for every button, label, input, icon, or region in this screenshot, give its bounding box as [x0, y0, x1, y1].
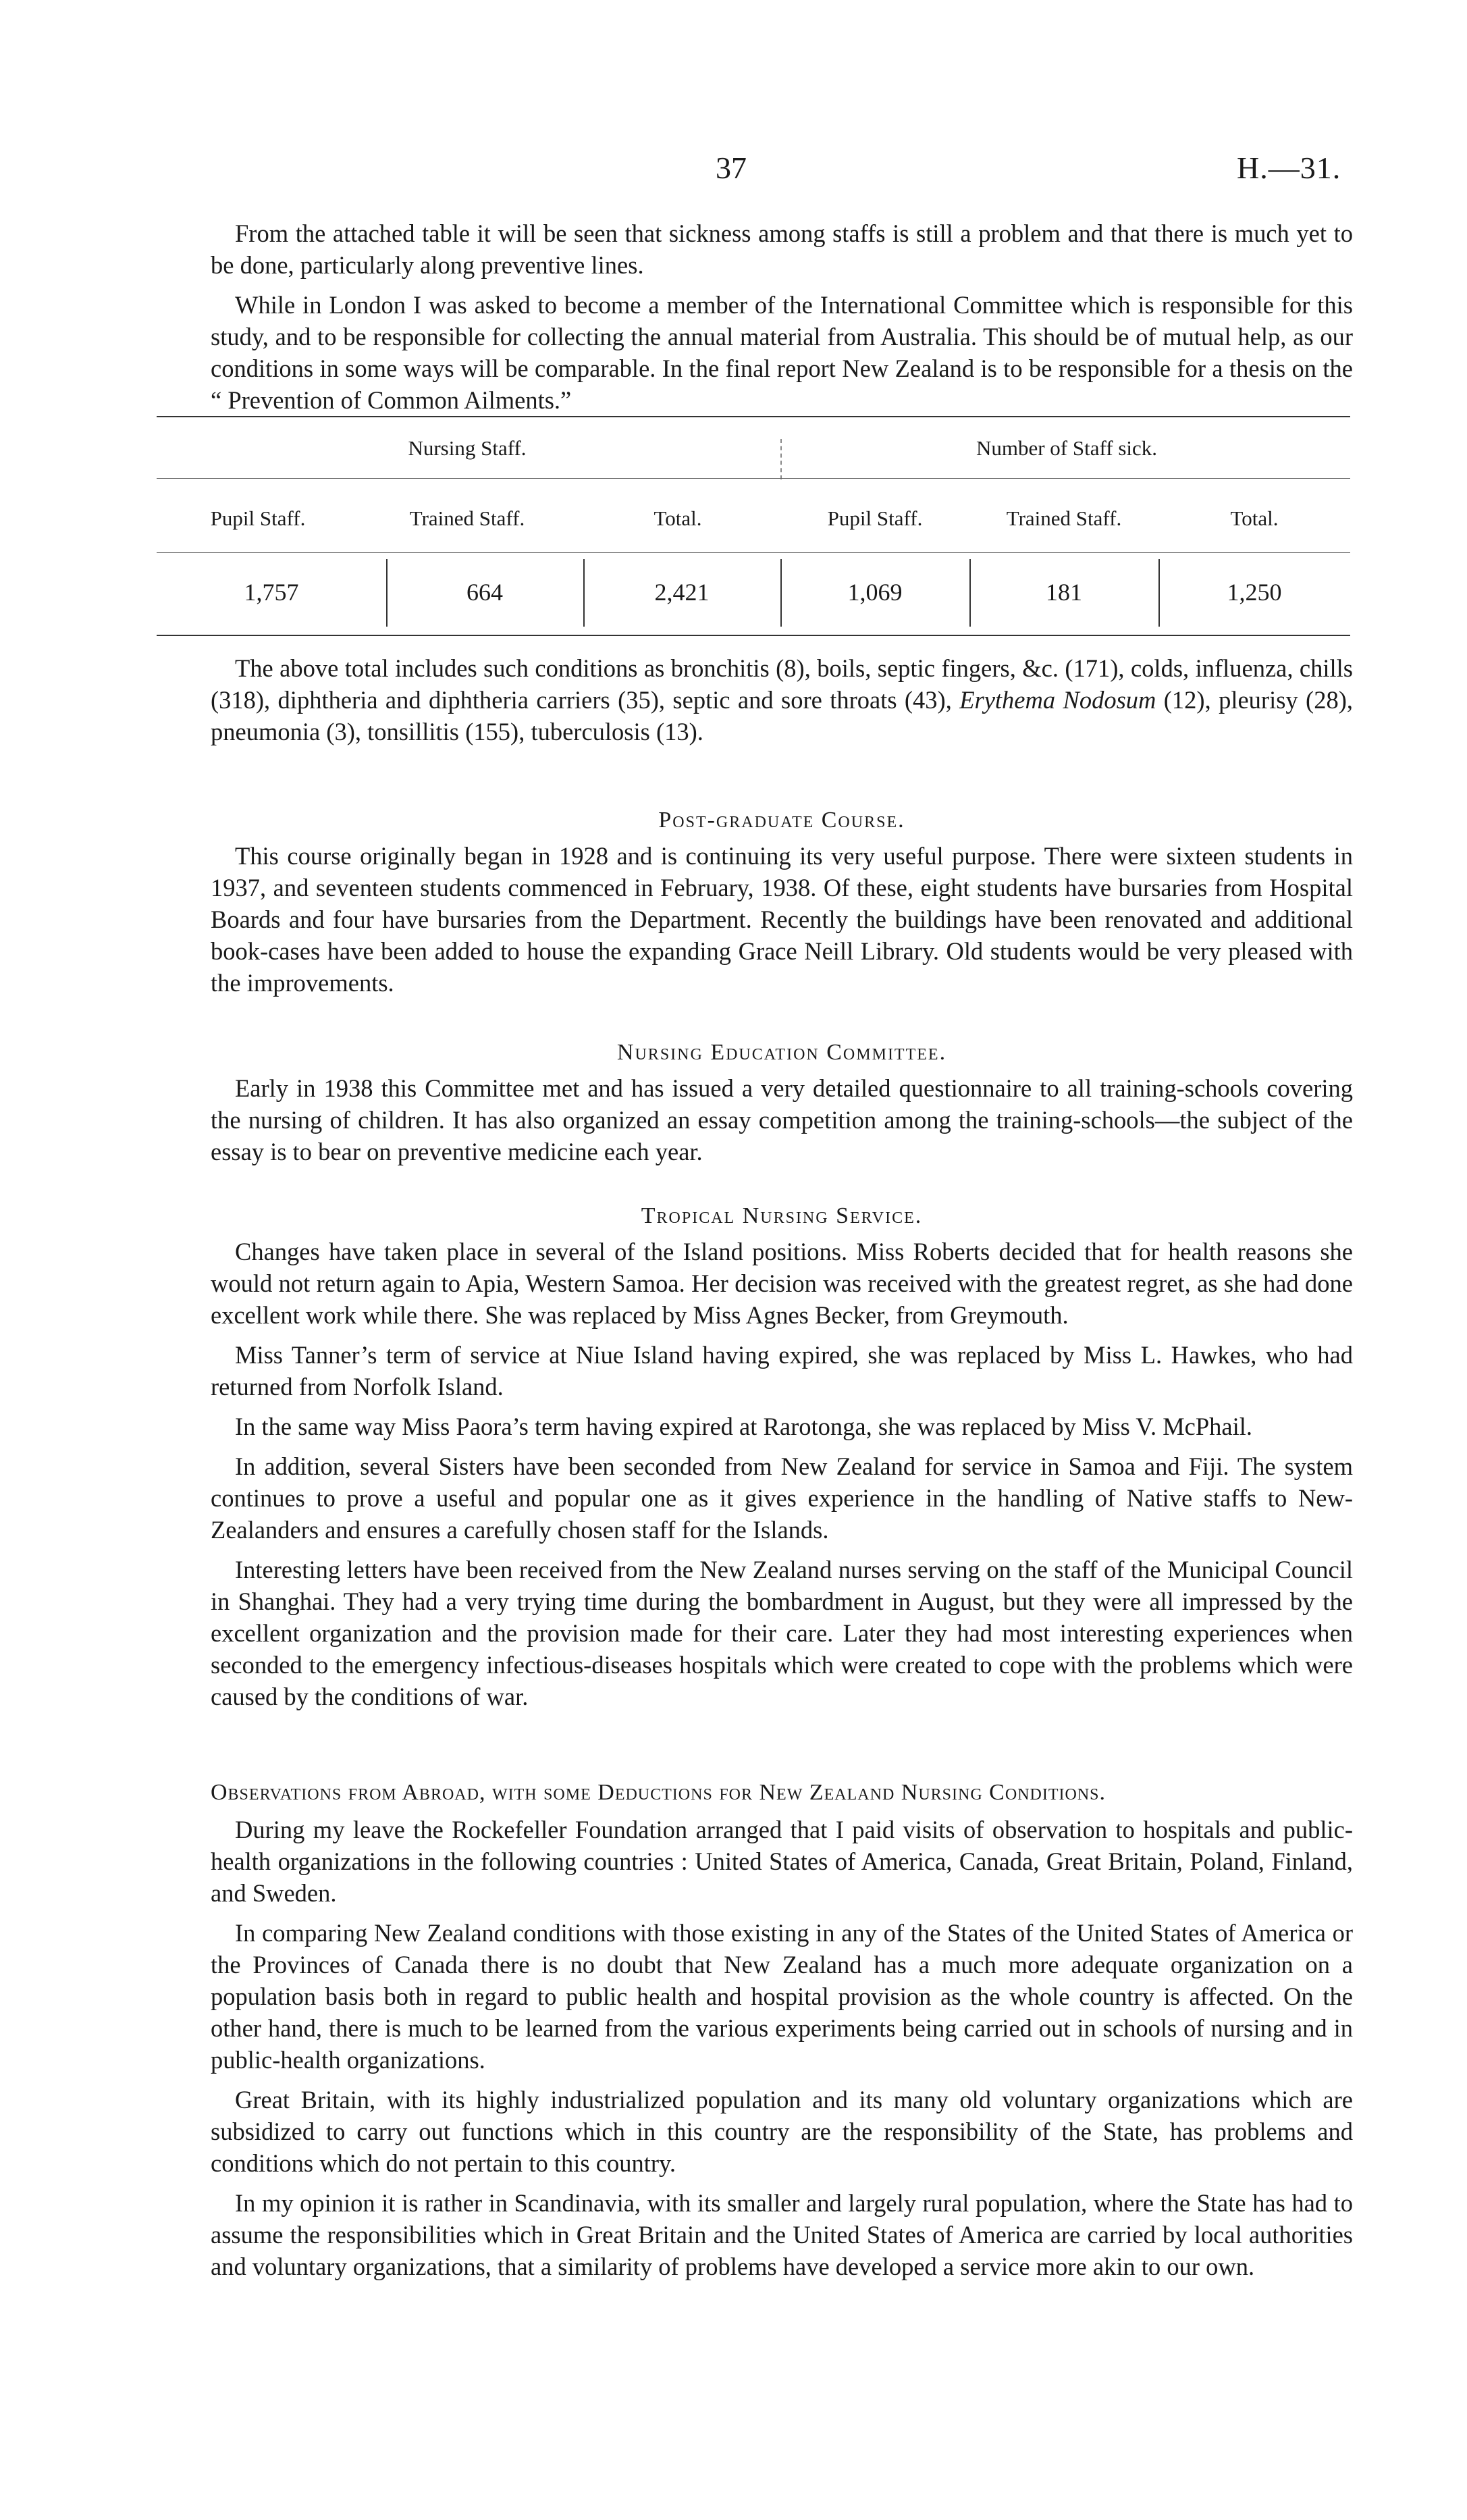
- header-rule: [157, 552, 1350, 553]
- table-bottom-rule: [157, 635, 1350, 636]
- table-top-rule: [157, 416, 1350, 417]
- group-header-staff-sick: Number of Staff sick.: [976, 436, 1158, 460]
- tns-paragraph-1: Changes have taken place in several of the Island positions. Miss Roberts decided that for health reasons she would not return again to Apia, Western Samoa. Her decision was received with the greatest regret, as she had done excellent work while there. She was replaced by Miss Agnes Becker, from Greymouth.: [211, 1238, 1353, 1329]
- heading-post-graduate: Post-graduate Course.: [658, 808, 905, 833]
- col-header-trained-staff-2: Trained Staff.: [1006, 506, 1122, 530]
- col-header-pupil-staff-1: Pupil Staff.: [210, 506, 306, 530]
- intro-section: [211, 217, 1353, 416]
- col-header-trained-staff-1: Trained Staff.: [409, 506, 525, 530]
- col-header-pupil-staff-2: Pupil Staff.: [827, 506, 923, 530]
- intro-paragraph-1: From the attached table it will be seen that sickness among staffs is still a problem and that there is much yet to be done, particularly along preventive lines.: [211, 219, 1353, 279]
- obs-paragraph-4: In my opinion it is rather in Scandinavia, with its smaller and largely rural population, where the State has had to assume the responsibilities which in Great Britain and the United States of America are carried by local authorities and voluntary organizations, that a similarity of problems have developed a service more akin to our own.: [211, 2189, 1353, 2280]
- nec-section: [211, 1072, 1353, 1167]
- obs-paragraph-1: During my leave the Rockefeller Foundation arranged that I paid visits of observation to hospitals and public-health organizations in the following countries : United States of America, Canada, Great Britain, Poland, Finland, and Sweden.: [211, 1816, 1353, 1907]
- tns-paragraph-2: Miss Tanner’s term of service at Niue Island having expired, she was replaced by Miss L. Hawkes, who had returned from Norfolk Island.: [211, 1341, 1353, 1400]
- col-header-total-1: Total.: [654, 506, 702, 530]
- group-header-nursing-staff: Nursing Staff.: [408, 436, 527, 460]
- heading-tropical-nursing: Tropical Nursing Service.: [641, 1203, 923, 1228]
- nec-paragraph: Early in 1938 this Committee met and has issued a very detailed questionnaire to all training-schools covering the nursing of children. It has also organized an essay competition among the training-schools—the subject of the essay is to bear on preventive medicine each year.: [211, 1074, 1353, 1165]
- obs-paragraph-2: In comparing New Zealand conditions with those existing in any of the States of the United States of America or the Provinces of Canada there is no doubt that New Zealand has a much more adequate organization on a population basis both in regard to public health and hospital provision as the whole country is affected. On the other hand, there is much to be learned from the various experiments being carried out in schools of nursing and in public-health organizations.: [211, 1919, 1353, 2074]
- postgrad-section: [211, 840, 1353, 999]
- heading-observations: Observations from Abroad, with some Deductions for New Zealand Nursing Conditions.: [211, 1780, 1106, 1805]
- tns-section: [211, 1236, 1353, 1712]
- intro-paragraph-2: While in London I was asked to become a member of the International Committee which is responsible for this study, and to be responsible for collecting the annual material from Australia. This should be of mutual help, as our conditions in some ways will be comparable. In the final report New Zealand is to be responsible for a thesis on the “ Prevention of Common Ailments.”: [211, 291, 1353, 414]
- observations-section: [211, 1814, 1353, 2282]
- group-divider: [780, 439, 782, 479]
- conditions-italic-term: Erythema Nodosum: [959, 686, 1156, 714]
- document-reference: H.—31.: [1237, 151, 1341, 185]
- conditions-paragraph: [211, 652, 1353, 747]
- cell-pupil-staff-sick: 1,069: [847, 579, 903, 606]
- table-mid-rule: [157, 478, 1350, 479]
- col-header-total-2: Total.: [1230, 506, 1279, 530]
- tns-paragraph-5: Interesting letters have been received from the New Zealand nurses serving on the staff of the Municipal Council in Shanghai. They had a very trying time during the bombardment in August, but they were all impressed by the excellent organization and the provision made for their care. Later they had most interesting experiences when seconded to the emergency infectious-diseases hospitals which were created to cope with the problems which were caused by the conditions of war.: [211, 1556, 1353, 1710]
- cell-total: 2,421: [654, 579, 710, 606]
- obs-paragraph-3: Great Britain, with its highly industrialized population and its many old voluntary organizations which are subsidized to carry out functions which in this country are the responsibility of the State, has problems and conditions which do not pertain to this country.: [211, 2086, 1353, 2177]
- tns-paragraph-4: In addition, several Sisters have been seconded from New Zealand for service in Samoa and Fiji. The system continues to prove a useful and popular one as it gives experience in the handling of Native staffs to New-Zealanders and ensures a carefully chosen staff for the Islands.: [211, 1452, 1353, 1544]
- cell-pupil-staff: 1,757: [244, 579, 299, 606]
- tns-paragraph-3: In the same way Miss Paora’s term having expired at Rarotonga, she was replaced by Miss V. McPhail.: [235, 1413, 1253, 1440]
- postgrad-paragraph: This course originally began in 1928 and is continuing its very useful purpose. There were sixteen students in 1937, and seventeen students commenced in February, 1938. Of these, eight students have bursaries from Hospital Boards and four have bursaries from the Department. Recently the buildings have been renovated and additional book-cases have been added to house the expanding Grace Neill Library. Old students would be very pleased with the improvements.: [211, 842, 1353, 997]
- cell-trained-staff-sick: 181: [1046, 579, 1082, 606]
- cell-trained-staff: 664: [466, 579, 503, 606]
- conditions-section: [211, 652, 1353, 747]
- cell-total-sick: 1,250: [1227, 579, 1282, 606]
- conditions-text-1: The above total includes such conditions as bronchitis (8), boils, septic fingers, &c. (171), colds, influenza, chills (318), diphtheria and diphtheria carriers (35), septic and sore throats (43),: [211, 654, 1353, 714]
- heading-nursing-education: Nursing Education Committee.: [616, 1040, 947, 1065]
- page-number: 37: [716, 151, 747, 185]
- conditions-text-2: (12), pleurisy (28), pneumonia (3), tonsillitis (155), tuberculosis (13).: [211, 686, 1353, 745]
- staff-sickness-table: [157, 405, 1350, 628]
